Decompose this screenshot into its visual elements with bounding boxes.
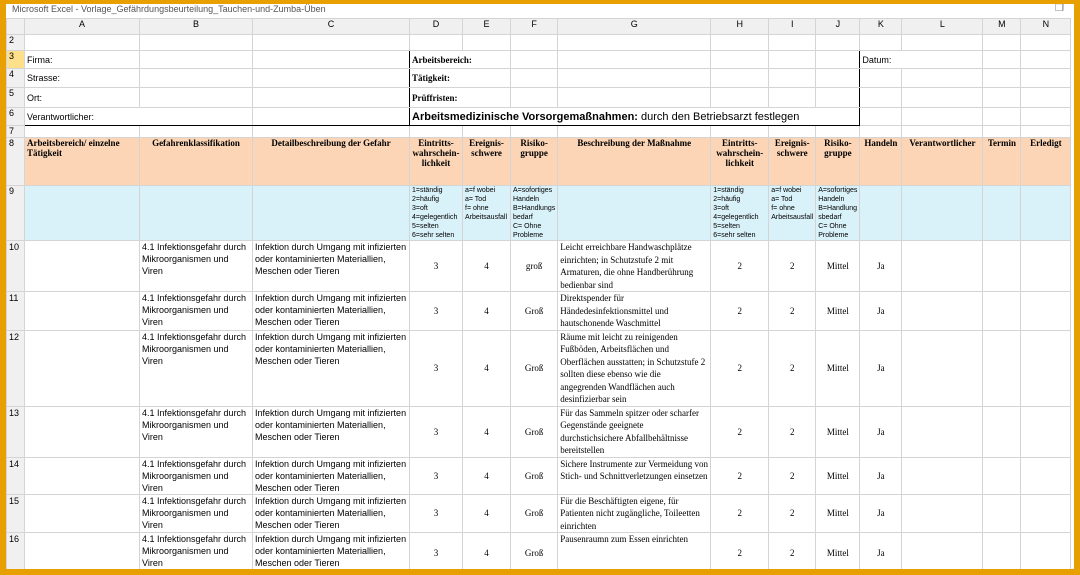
legend-risiko-2[interactable]: A=sofortiges Handeln B=Handlung sbedarf C= Ohne Probleme [816, 186, 860, 241]
cell[interactable] [860, 35, 902, 51]
cell-verantwortlicher[interactable] [902, 457, 983, 494]
cell-eintritt[interactable]: 3 [410, 533, 463, 573]
cell[interactable] [511, 35, 558, 51]
cell-erledigt[interactable] [1021, 330, 1071, 406]
cell-ereignis-2[interactable]: 2 [769, 330, 816, 406]
cell[interactable] [769, 88, 816, 108]
datum-label[interactable]: Datum: [860, 51, 983, 69]
cell[interactable] [140, 126, 253, 138]
cell[interactable] [511, 51, 558, 69]
cell-eintritt[interactable]: 3 [410, 494, 463, 533]
cell-arbeitsbereich[interactable] [25, 241, 140, 292]
legend-cell[interactable] [140, 186, 253, 241]
cell-verantwortlicher[interactable] [902, 494, 983, 533]
cell-arbeitsbereich[interactable] [25, 457, 140, 494]
select-all-corner[interactable] [7, 19, 25, 35]
cell-ereignis-2[interactable]: 2 [769, 457, 816, 494]
table-row [7, 457, 1071, 494]
cell[interactable] [769, 69, 816, 88]
cell-massnahme[interactable]: Leicht erreichbare Handwaschplätze einrichten; in Schutzstufe 2 mit Armaturen, die ohne Handberührung bedienbar sind [558, 241, 711, 292]
row-header-6[interactable]: 6 [7, 108, 25, 126]
cell-ereignis[interactable]: 4 [463, 406, 511, 457]
cell-risiko[interactable]: Groß [511, 533, 558, 573]
cell[interactable] [860, 88, 902, 108]
col-header-l[interactable]: L [902, 19, 983, 35]
cell[interactable] [983, 88, 1021, 108]
cell-ereignis[interactable]: 4 [463, 533, 511, 573]
header-eintrittswahrscheinlichkeit[interactable]: Eintritts-wahrschein-lichkeit [410, 138, 463, 186]
header-massnahme[interactable]: Beschreibung der Maßnahme [558, 138, 711, 186]
cell[interactable] [1021, 35, 1071, 51]
row-header-4[interactable]: 4 [7, 69, 25, 88]
cell-eintritt-2[interactable]: 2 [711, 533, 769, 573]
cell[interactable] [816, 126, 860, 138]
cell-erledigt[interactable] [1021, 494, 1071, 533]
sheet-grid [6, 18, 1071, 573]
cell-detailbeschreibung[interactable]: Infektion durch Umgang mit infizierten oder kontaminierten Materiallien, Meschen oder Tieren [253, 494, 410, 533]
cell-detailbeschreibung[interactable]: Infektion durch Umgang mit infizierten oder kontaminierten Materiallien, Meschen oder Tieren [253, 533, 410, 573]
cell[interactable] [410, 35, 463, 51]
row-header[interactable]: 11 [7, 292, 25, 331]
col-header-m[interactable]: M [983, 19, 1021, 35]
vorsorge-cell[interactable] [410, 108, 860, 126]
cell[interactable] [253, 126, 410, 138]
cell-erledigt[interactable] [1021, 241, 1071, 292]
vorsorge-value: durch den Betriebsarzt festlegen [637, 110, 800, 123]
cell-handeln[interactable]: Ja [860, 494, 902, 533]
cell-eintritt[interactable]: 3 [410, 457, 463, 494]
legend-cell[interactable] [983, 186, 1021, 241]
cell[interactable] [983, 126, 1021, 138]
ort-label[interactable]: Ort: [25, 88, 140, 108]
cell-eintritt-2[interactable]: 2 [711, 494, 769, 533]
header-ereignisschwere[interactable]: Ereignis-schwere [463, 138, 511, 186]
cell-massnahme[interactable]: Sichere Instrumente zur Vermeidung von Stich- und Schnittverletzungen einsetzen [558, 457, 711, 494]
cell-eintritt[interactable]: 3 [410, 292, 463, 331]
table-row [7, 533, 1071, 573]
cell-risiko[interactable]: Groß [511, 292, 558, 331]
cell-gefahrenklassifikation[interactable]: 4.1 Infektionsgefahr durch Mikroorganismen und Viren [140, 533, 253, 573]
col-header-f[interactable]: F [511, 19, 558, 35]
cell[interactable] [769, 51, 816, 69]
col-header-d[interactable]: D [410, 19, 463, 35]
cell-ereignis[interactable]: 4 [463, 457, 511, 494]
row-header[interactable]: 10 [7, 241, 25, 292]
legend-ereignis-2[interactable]: a=f wobei a= Tod f= ohne Arbeitsausfall [769, 186, 816, 241]
cell[interactable] [769, 126, 816, 138]
column-header-row [7, 19, 1071, 35]
col-header-b[interactable]: B [140, 19, 253, 35]
cell-termin[interactable] [983, 241, 1021, 292]
row-header-2[interactable]: 2 [7, 35, 25, 51]
cell-eintritt-2[interactable]: 2 [711, 292, 769, 331]
cell-detailbeschreibung[interactable]: Infektion durch Umgang mit infizierten oder kontaminierten Materiallien, Meschen oder Tieren [253, 330, 410, 406]
cell-eintritt-2[interactable]: 2 [711, 241, 769, 292]
restore-icon[interactable]: ❐ [1055, 4, 1064, 14]
row-header[interactable]: 15 [7, 494, 25, 533]
cell-detailbeschreibung[interactable]: Infektion durch Umgang mit infizierten oder kontaminierten Materiallien, Meschen oder Tieren [253, 241, 410, 292]
cell-detailbeschreibung[interactable]: Infektion durch Umgang mit infizierten oder kontaminierten Materiallien, Meschen oder Tieren [253, 406, 410, 457]
cell-termin[interactable] [983, 330, 1021, 406]
cell-massnahme[interactable]: Pausenraumn zum Essen einrichten [558, 533, 711, 573]
cell-eintritt-2[interactable]: 2 [711, 330, 769, 406]
cell[interactable] [983, 108, 1021, 126]
cell-termin[interactable] [983, 457, 1021, 494]
cell-verantwortlicher[interactable] [902, 292, 983, 331]
cell[interactable] [558, 88, 711, 108]
window-titlebar [6, 4, 1074, 18]
cell[interactable] [711, 69, 769, 88]
cell[interactable] [410, 126, 463, 138]
sheet-row-2 [7, 35, 1071, 51]
legend-cell[interactable] [558, 186, 711, 241]
cell-handeln[interactable]: Ja [860, 292, 902, 331]
cell-arbeitsbereich[interactable] [25, 533, 140, 573]
col-header-i[interactable]: I [769, 19, 816, 35]
cell[interactable] [253, 69, 410, 88]
cell[interactable] [983, 35, 1021, 51]
cell-eintritt[interactable]: 3 [410, 406, 463, 457]
col-header-g[interactable]: G [558, 19, 711, 35]
cell-gefahrenklassifikation[interactable]: 4.1 Infektionsgefahr durch Mikroorganismen und Viren [140, 330, 253, 406]
cell-ereignis[interactable]: 4 [463, 292, 511, 331]
cell[interactable] [25, 126, 140, 138]
data-rows [7, 241, 1071, 573]
cell-risiko-2[interactable]: Mittel [816, 406, 860, 457]
cell-termin[interactable] [983, 406, 1021, 457]
cell-termin[interactable] [983, 292, 1021, 331]
header-termin[interactable]: Termin [983, 138, 1021, 186]
header-erledigt[interactable]: Erledigt [1021, 138, 1071, 186]
taetigkeit-label[interactable]: Tätigkeit: [410, 69, 511, 88]
cell[interactable] [711, 51, 769, 69]
table-row [7, 330, 1071, 406]
cell-eintritt-2[interactable]: 2 [711, 406, 769, 457]
sheet-row-9 [7, 186, 1071, 241]
cell-ereignis[interactable]: 4 [463, 330, 511, 406]
cell-ereignis[interactable]: 4 [463, 241, 511, 292]
cell-eintritt[interactable]: 3 [410, 241, 463, 292]
cell-massnahme[interactable]: Für die Beschäftigten eigene, für Patienten nicht zugängliche, Toileetten einrichten [558, 494, 711, 533]
col-header-a[interactable]: A [25, 19, 140, 35]
cell[interactable] [463, 35, 511, 51]
sheet-row-5 [7, 88, 1071, 108]
cell-gefahrenklassifikation[interactable]: 4.1 Infektionsgefahr durch Mikroorganismen und Viren [140, 241, 253, 292]
cell-risiko[interactable]: groß [511, 241, 558, 292]
row-header[interactable]: 12 [7, 330, 25, 406]
header-verantwortlicher[interactable]: Verantwortlicher [902, 138, 983, 186]
cell-erledigt[interactable] [1021, 406, 1071, 457]
cell[interactable] [1021, 126, 1071, 138]
header-eintrittswahrscheinlichkeit-2[interactable]: Eintritts-wahrschein-lichkeit [711, 138, 769, 186]
row-header-9[interactable]: 9 [7, 186, 25, 241]
legend-cell[interactable] [253, 186, 410, 241]
strasse-label[interactable]: Strasse: [25, 69, 140, 88]
row-header-5[interactable]: 5 [7, 88, 25, 108]
cell-risiko[interactable]: Groß [511, 406, 558, 457]
cell-gefahrenklassifikation[interactable]: 4.1 Infektionsgefahr durch Mikroorganismen und Viren [140, 494, 253, 533]
cell[interactable] [816, 51, 860, 69]
cell-massnahme[interactable]: Direktspender für Händedesinfektionsmittel und hautschonende Waschmittel [558, 292, 711, 331]
cell[interactable] [860, 69, 902, 88]
legend-eintritt[interactable]: 1=ständig 2=häufig 3=oft 4=gelegentlich 5=selten 6=sehr selten [410, 186, 463, 241]
row-header[interactable]: 14 [7, 457, 25, 494]
legend-risiko[interactable]: A=sofortiges Handeln B=Handlungs bedarf C= Ohne Probleme [511, 186, 558, 241]
cell-risiko-2[interactable]: Mittel [816, 494, 860, 533]
row-header[interactable]: 13 [7, 406, 25, 457]
cell[interactable] [711, 126, 769, 138]
cell[interactable] [253, 51, 410, 69]
cell[interactable] [1021, 88, 1071, 108]
sheet-row-8 [7, 138, 1071, 186]
cell[interactable] [253, 108, 410, 126]
vorsorge-label: Arbeitsmedizinische Vorsorgemaßnahmen: [412, 110, 638, 123]
col-header-e[interactable]: E [463, 19, 511, 35]
cell[interactable] [463, 126, 511, 138]
cell[interactable] [983, 69, 1021, 88]
sheet-row-7 [7, 126, 1071, 138]
cell-handeln[interactable]: Ja [860, 457, 902, 494]
cell[interactable] [140, 51, 253, 69]
header-ereignisschwere-2[interactable]: Ereignis-schwere [769, 138, 816, 186]
legend-ereignis[interactable]: a=f wobei a= Tod f= ohne Arbeitsausfall [463, 186, 511, 241]
cell[interactable] [816, 69, 860, 88]
cell[interactable] [558, 35, 711, 51]
cell[interactable] [816, 35, 860, 51]
cell-ereignis-2[interactable]: 2 [769, 533, 816, 573]
cell[interactable] [902, 35, 983, 51]
cell[interactable] [253, 88, 410, 108]
table-row [7, 406, 1071, 457]
header-risikogruppe[interactable]: Risiko-gruppe [511, 138, 558, 186]
prueffristen-label[interactable]: Prüffristen: [410, 88, 511, 108]
cell[interactable] [902, 69, 983, 88]
cell-risiko-2[interactable]: Mittel [816, 457, 860, 494]
cell[interactable] [25, 35, 140, 51]
cell-verantwortlicher[interactable] [902, 533, 983, 573]
legend-eintritt-2[interactable]: 1=ständig 2=häufig 3=oft 4=gelegentlich 5=selten 6=sehr selten [711, 186, 769, 241]
arbeitsbereich-label[interactable]: Arbeitsbereich: [410, 51, 511, 69]
cell-detailbeschreibung[interactable]: Infektion durch Umgang mit infizierten oder kontaminierten Materiallien, Meschen oder Tieren [253, 292, 410, 331]
cell[interactable] [558, 69, 711, 88]
cell-arbeitsbereich[interactable] [25, 494, 140, 533]
cell-eintritt[interactable]: 3 [410, 330, 463, 406]
legend-cell[interactable] [860, 186, 902, 241]
legend-cell[interactable] [25, 186, 140, 241]
cell-verantwortlicher[interactable] [902, 241, 983, 292]
table-row [7, 494, 1071, 533]
header-gefahrenklassifikation[interactable]: Gefahrenklassifikation [140, 138, 253, 186]
cell-gefahrenklassifikation[interactable]: 4.1 Infektionsgefahr durch Mikroorganismen und Viren [140, 457, 253, 494]
cell[interactable] [711, 35, 769, 51]
cell[interactable] [253, 35, 410, 51]
legend-cell[interactable] [1021, 186, 1071, 241]
cell[interactable] [511, 88, 558, 108]
cell[interactable] [902, 126, 983, 138]
cell-gefahrenklassifikation[interactable]: 4.1 Infektionsgefahr durch Mikroorganismen und Viren [140, 292, 253, 331]
cell-risiko[interactable]: Groß [511, 494, 558, 533]
cell-termin[interactable] [983, 533, 1021, 573]
cell-handeln[interactable]: Ja [860, 241, 902, 292]
header-risikogruppe-2[interactable]: Risiko-gruppe [816, 138, 860, 186]
row-header-7[interactable]: 7 [7, 126, 25, 138]
cell[interactable] [902, 108, 983, 126]
header-detailbeschreibung[interactable]: Detailbeschreibung der Gefahr [253, 138, 410, 186]
cell-eintritt-2[interactable]: 2 [711, 457, 769, 494]
cell-ereignis-2[interactable]: 2 [769, 292, 816, 331]
cell[interactable] [983, 51, 1021, 69]
col-header-h[interactable]: H [711, 19, 769, 35]
header-handeln[interactable]: Handeln [860, 138, 902, 186]
cell[interactable] [558, 51, 711, 69]
row-header-8[interactable]: 8 [7, 138, 25, 186]
cell-arbeitsbereich[interactable] [25, 292, 140, 331]
cell[interactable] [902, 88, 983, 108]
cell-risiko-2[interactable]: Mittel [816, 292, 860, 331]
cell-handeln[interactable]: Ja [860, 533, 902, 573]
row-header-3[interactable]: 3 [7, 51, 25, 69]
cell-massnahme[interactable]: Räume mit leicht zu reinigenden Fußböden, Arbeitsflächen und Oberflächen ausstatten; in Schutzstufe 2 sollten diese ebenso wie die angegrenden Wandflächen auch desinfizierbar sein [558, 330, 711, 406]
cell-ereignis[interactable]: 4 [463, 494, 511, 533]
cell-ereignis-2[interactable]: 2 [769, 406, 816, 457]
col-header-n[interactable]: N [1021, 19, 1071, 35]
cell-massnahme[interactable]: Für das Sammeln spitzer oder scharfer Gegenstände geeignete durchstichsichere Abfallbehältnisse bereitstellen [558, 406, 711, 457]
cell-arbeitsbereich[interactable] [25, 330, 140, 406]
cell-risiko-2[interactable]: Mittel [816, 533, 860, 573]
cell-erledigt[interactable] [1021, 533, 1071, 573]
cell-handeln[interactable]: Ja [860, 406, 902, 457]
header-arbeitsbereich[interactable]: Arbeitsbereich/ einzelne Tätigkeit [25, 138, 140, 186]
cell[interactable] [816, 88, 860, 108]
legend-cell[interactable] [902, 186, 983, 241]
sheet-row-4 [7, 69, 1071, 88]
cell[interactable] [1021, 69, 1071, 88]
cell-ereignis-2[interactable]: 2 [769, 241, 816, 292]
sheet-row-3 [7, 51, 1071, 69]
cell-gefahrenklassifikation[interactable]: 4.1 Infektionsgefahr durch Mikroorganismen und Viren [140, 406, 253, 457]
cell[interactable] [140, 35, 253, 51]
cell[interactable] [558, 126, 711, 138]
cell-risiko[interactable]: Groß [511, 330, 558, 406]
cell-risiko-2[interactable]: Mittel [816, 330, 860, 406]
table-row [7, 292, 1071, 331]
cell[interactable] [1021, 108, 1071, 126]
cell[interactable] [1021, 51, 1071, 69]
sheet-row-6 [7, 108, 1071, 126]
col-header-j[interactable]: J [816, 19, 860, 35]
cell-risiko-2[interactable]: Mittel [816, 241, 860, 292]
cell[interactable] [140, 88, 253, 108]
worksheet[interactable] [6, 18, 1071, 573]
cell[interactable] [511, 126, 558, 138]
cell[interactable] [860, 126, 902, 138]
cell-handeln[interactable]: Ja [860, 330, 902, 406]
cell-arbeitsbereich[interactable] [25, 406, 140, 457]
cell[interactable] [711, 88, 769, 108]
row-header[interactable]: 16 [7, 533, 25, 573]
cell[interactable] [140, 69, 253, 88]
col-header-c[interactable]: C [253, 19, 410, 35]
cell-detailbeschreibung[interactable]: Infektion durch Umgang mit infizierten oder kontaminierten Materiallien, Meschen oder Tieren [253, 457, 410, 494]
cell[interactable] [769, 35, 816, 51]
verantwortlicher-label[interactable]: Verantwortlicher: [25, 108, 253, 126]
cell-termin[interactable] [983, 494, 1021, 533]
cell-erledigt[interactable] [1021, 457, 1071, 494]
cell-ereignis-2[interactable]: 2 [769, 494, 816, 533]
cell[interactable] [860, 108, 902, 126]
cell[interactable] [511, 69, 558, 88]
cell-verantwortlicher[interactable] [902, 330, 983, 406]
cell-verantwortlicher[interactable] [902, 406, 983, 457]
cell-erledigt[interactable] [1021, 292, 1071, 331]
window-title: Microsoft Excel - Vorlage_Gefährdungsbeurteilung_Tauchen-und-Zumba-Üben [12, 4, 326, 14]
firma-label[interactable]: Firma: [25, 51, 140, 69]
col-header-k[interactable]: K [860, 19, 902, 35]
cell-risiko[interactable]: Groß [511, 457, 558, 494]
table-row [7, 241, 1071, 292]
